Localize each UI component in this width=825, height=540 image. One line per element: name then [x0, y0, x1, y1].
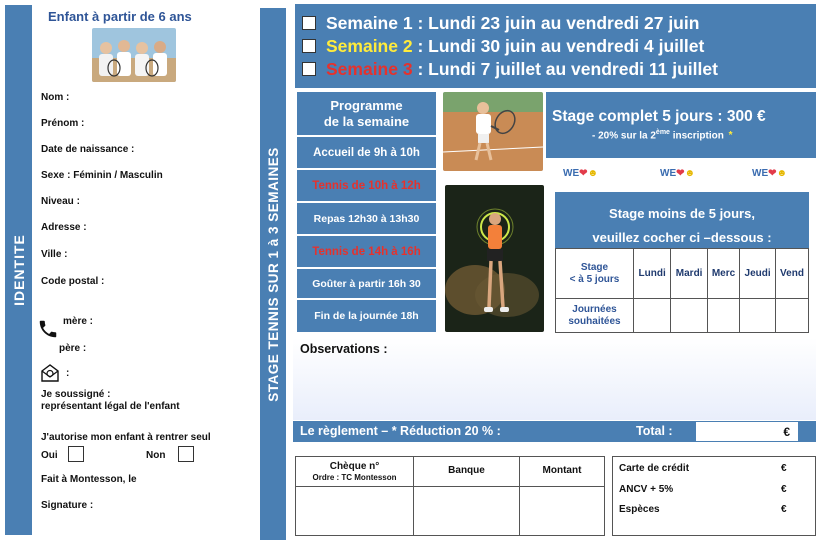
field-email: :	[66, 368, 70, 379]
week-3-prefix: Semaine 3	[326, 59, 413, 79]
boy-tennis-photo	[443, 92, 543, 171]
identity-bar-label: IDENTITE	[10, 234, 27, 306]
programme-item-accueil: Accueil de 9h à 10h	[297, 137, 436, 169]
payment-carte-euro: €	[781, 463, 787, 474]
discount-text-1: - 20% sur la 2	[592, 130, 656, 142]
payment-ancv[interactable]	[619, 484, 809, 495]
week-3[interactable]	[302, 59, 718, 80]
day-lundi-cell[interactable]	[634, 299, 671, 333]
montant-cell[interactable]	[520, 487, 605, 536]
payment-ancv-label: ANCV + 5%	[619, 484, 674, 495]
days-table-head	[556, 249, 634, 299]
stage-bar	[260, 8, 286, 540]
children-photo-graphic	[92, 28, 176, 82]
heart-icon: ❤	[579, 168, 588, 179]
week-1[interactable]	[302, 13, 699, 34]
total-euro: €	[783, 425, 790, 439]
cheque-label: Chèque n°	[329, 461, 380, 472]
day-mardi-cell[interactable]	[671, 299, 708, 333]
oui-label: Oui	[41, 450, 58, 461]
days-row-line-1: Journées	[572, 303, 617, 315]
week-3-checkbox[interactable]	[302, 62, 316, 76]
day-jeudi: Jeudi	[740, 249, 776, 299]
field-ville: Ville :	[41, 249, 68, 260]
programme-item-gouter: Goûter à partir 16h 30	[297, 269, 436, 299]
children-photo	[92, 28, 176, 82]
field-adresse: Adresse :	[41, 222, 87, 233]
smiley-icon: ☻	[587, 168, 599, 179]
day-jeudi-cell[interactable]	[740, 299, 776, 333]
boy-tennis-graphic	[443, 92, 543, 171]
programme-title	[297, 92, 436, 136]
field-prenom: Prénom :	[41, 118, 85, 129]
discount-star: *	[728, 130, 733, 142]
heart-icon: ❤	[768, 168, 777, 179]
we-logo-2-text: WE	[660, 168, 677, 179]
discount-sup: ème	[655, 129, 670, 136]
identity-bar	[5, 5, 32, 535]
field-autorise: J'autorise mon enfant à rentrer seul	[41, 432, 211, 443]
field-naissance: Date de naissance :	[41, 144, 135, 155]
girl-tennis-graphic	[445, 185, 544, 332]
week-2-dates: : Lundi 30 juin au vendredi 4 juillet	[412, 36, 705, 56]
oui-checkbox[interactable]	[68, 446, 84, 462]
week-1-dates: : Lundi 23 juin au vendredi 27 juin	[412, 13, 700, 33]
discount-text-2: inscription	[669, 130, 724, 142]
days-row-line-2: souhaitées	[568, 315, 621, 327]
programme-item-tennis-aprem: Tennis de 14h à 16h	[297, 236, 436, 268]
field-representant: représentant légal de l'enfant	[41, 401, 180, 412]
days-head-line-1: Stage	[580, 261, 609, 273]
smiley-icon: ☻	[684, 168, 696, 179]
field-soussigne: Je soussigné :	[41, 389, 111, 400]
non-checkbox[interactable]	[178, 446, 194, 462]
week-2[interactable]	[302, 36, 704, 57]
stage-bar-label: STAGE TENNIS SUR 1 à 3 SEMAINES	[265, 146, 281, 402]
observations-label: Observations :	[300, 342, 388, 356]
cheque-ordre: Ordre : TC Montesson	[312, 473, 397, 482]
we-logo-3	[752, 168, 787, 179]
programme-item-fin: Fin de la journée 18h	[297, 300, 436, 332]
banque-cell[interactable]	[414, 487, 520, 536]
reglement-title: Le règlement – * Réduction 20 % :	[300, 424, 501, 438]
we-logo-1-text: WE	[563, 168, 580, 179]
week-3-dates: : Lundi 7 juillet au vendredi 11 juillet	[412, 59, 718, 79]
banque-header: Banque	[414, 457, 520, 487]
payment-especes-euro: €	[781, 504, 787, 515]
we-logo-2	[660, 168, 695, 179]
field-mere: mère :	[63, 316, 94, 327]
total-label: Total :	[636, 424, 673, 438]
stage-complet-discount	[592, 129, 733, 141]
week-1-checkbox[interactable]	[302, 16, 316, 30]
we-logo-3-text: WE	[752, 168, 769, 179]
heart-icon: ❤	[676, 168, 685, 179]
programme-item-tennis-matin: Tennis de 10h à 12h	[297, 170, 436, 202]
oui-option	[41, 446, 84, 462]
day-vend: Vend	[776, 249, 809, 299]
programme-title-line-1: Programme	[330, 97, 403, 113]
stage-moins-line-1: Stage moins de 5 jours,	[609, 206, 755, 221]
payment-table	[295, 456, 605, 536]
montant-header: Montant	[520, 457, 605, 487]
total-field[interactable]	[696, 422, 798, 441]
field-nom: Nom :	[41, 92, 70, 103]
days-row-label	[556, 299, 634, 333]
field-signature: Signature :	[41, 500, 94, 511]
week-1-prefix: Semaine 1	[326, 13, 413, 33]
programme-title-line-2: de la semaine	[323, 113, 410, 129]
payment-ancv-euro: €	[781, 484, 787, 495]
days-table	[555, 248, 809, 333]
email-icon	[40, 364, 60, 382]
day-merc-cell[interactable]	[707, 299, 739, 333]
we-logo-1	[563, 168, 598, 179]
field-pere: père :	[59, 343, 87, 354]
week-2-prefix: Semaine 2	[326, 36, 413, 56]
day-mardi: Mardi	[671, 249, 708, 299]
payment-especes[interactable]	[619, 504, 809, 515]
payment-especes-label: Espèces	[619, 504, 660, 515]
age-header: Enfant à partir de 6 ans	[48, 9, 192, 24]
phone-icon	[37, 318, 59, 340]
week-2-checkbox[interactable]	[302, 39, 316, 53]
field-fait-a: Fait à Montesson, le	[41, 474, 137, 485]
day-vend-cell[interactable]	[776, 299, 809, 333]
payment-carte-label: Carte de crédit	[619, 463, 690, 474]
stage-moins-box	[555, 192, 809, 248]
programme-item-repas: Repas 12h30 à 13h30	[297, 203, 436, 235]
smiley-icon: ☻	[776, 168, 788, 179]
stage-complet-title: Stage complet 5 jours : 300 €	[552, 108, 766, 125]
field-sexe: Sexe : Féminin / Masculin	[41, 170, 163, 181]
day-lundi: Lundi	[634, 249, 671, 299]
day-merc: Merc	[707, 249, 739, 299]
stage-moins-line-2: veuillez cocher ci –dessous :	[592, 230, 772, 245]
girl-tennis-photo	[445, 185, 544, 332]
non-label: Non	[146, 450, 166, 461]
field-code-postal: Code postal :	[41, 276, 105, 287]
payment-carte[interactable]	[619, 463, 809, 474]
field-niveau: Niveau :	[41, 196, 80, 207]
cheque-header	[296, 457, 414, 487]
days-head-line-2: < à 5 jours	[569, 273, 620, 285]
non-option	[146, 446, 194, 462]
cheque-cell[interactable]	[296, 487, 414, 536]
